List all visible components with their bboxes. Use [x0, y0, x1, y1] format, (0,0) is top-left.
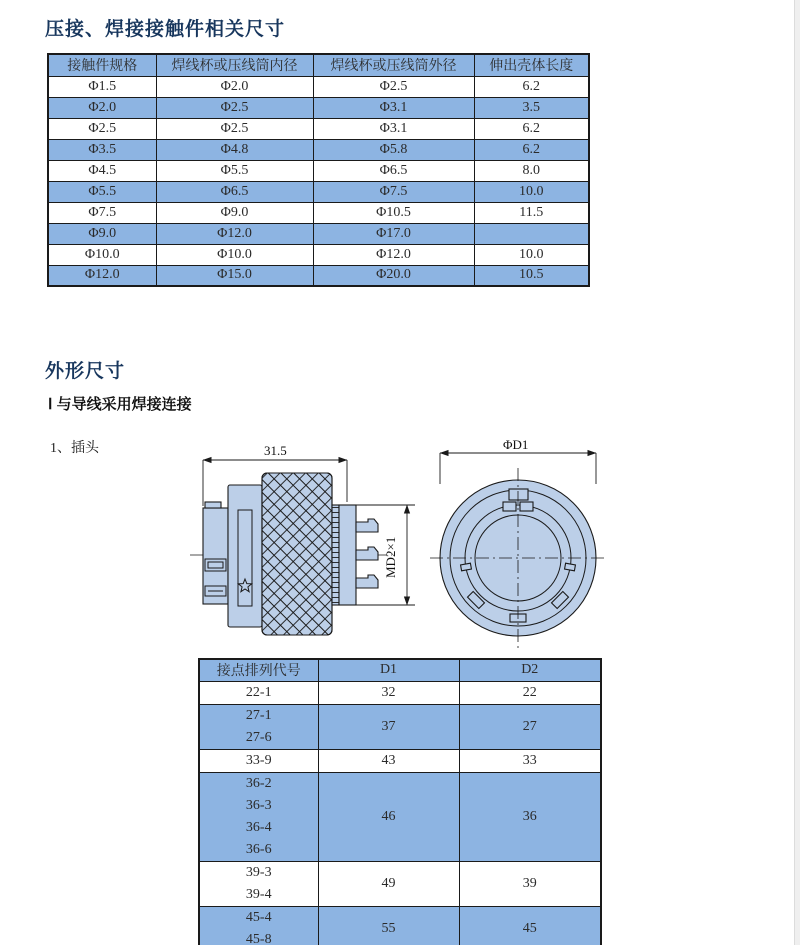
- plug-side-view: [190, 443, 415, 635]
- table-cell: Φ5.5: [48, 181, 156, 202]
- table-cell: 10.0: [474, 181, 589, 202]
- dimension-length-label: 31.5: [264, 443, 287, 458]
- dimension-thread-label: MD2×1: [383, 536, 398, 578]
- d1-cell: 32: [318, 681, 459, 704]
- keyway-top: [509, 489, 528, 500]
- table-cell: 10.0: [474, 244, 589, 265]
- plug-front-view: [430, 440, 606, 648]
- table-cell: Φ4.5: [48, 160, 156, 181]
- arrangement-code-line: 33-9: [245, 752, 272, 768]
- table-cell: Φ2.5: [156, 118, 313, 139]
- table-cell: 6.2: [474, 76, 589, 97]
- front-shell: [339, 505, 356, 605]
- table-row: [48, 223, 589, 244]
- keyway-top-left: [503, 502, 516, 511]
- table-cell: Φ12.0: [156, 223, 313, 244]
- table-cell: Φ10.5: [313, 202, 474, 223]
- table-cell: Φ6.5: [156, 181, 313, 202]
- table-cell: Φ2.5: [156, 97, 313, 118]
- dimension-diameter-label: ΦD1: [503, 440, 529, 452]
- table-row: [199, 681, 601, 704]
- tick-right: [565, 563, 576, 571]
- arrangement-code-line: 39-4: [245, 886, 272, 902]
- table-row: [199, 772, 601, 861]
- section-title-contact-dimensions: 压接、焊接接触件相关尺寸: [45, 19, 286, 40]
- thread-band-pattern: [332, 505, 339, 605]
- table-cell: Φ7.5: [48, 202, 156, 223]
- table-cell: Φ1.5: [48, 76, 156, 97]
- plug-technical-drawing: [185, 440, 655, 655]
- contact-dimensions-table-body: [48, 54, 589, 286]
- contact-pin-top: [356, 519, 378, 532]
- knurled-ring-pattern: [262, 473, 332, 635]
- contact-pin-bottom: [356, 575, 378, 588]
- table-cell: Φ7.5: [313, 181, 474, 202]
- d1-cell: 43: [318, 749, 459, 772]
- column-header: 接点排列代号: [199, 659, 318, 681]
- d2-cell: 45: [459, 906, 601, 945]
- table-cell: [474, 223, 589, 244]
- arrangement-code-line: 39-3: [245, 864, 272, 880]
- table-cell: Φ2.0: [156, 76, 313, 97]
- table-cell: 10.5: [474, 265, 589, 286]
- table-cell: Φ20.0: [313, 265, 474, 286]
- table-cell: 6.2: [474, 139, 589, 160]
- contact-pin-middle: [356, 547, 378, 560]
- subsection-title-solder-connection: Ⅰ 与导线采用焊接连接: [48, 396, 192, 413]
- table-row: [48, 139, 589, 160]
- arrangement-code-line: 36-4: [245, 819, 272, 835]
- d2-cell: 33: [459, 749, 601, 772]
- table-cell: Φ9.0: [156, 202, 313, 223]
- d2-cell: 36: [459, 772, 601, 861]
- rear-shell-lip: [205, 502, 221, 508]
- d1-cell: 55: [318, 906, 459, 945]
- table-cell: Φ12.0: [48, 265, 156, 286]
- table-cell: 6.2: [474, 118, 589, 139]
- arrangement-code-cell: [199, 749, 318, 772]
- d2-cell: 39: [459, 861, 601, 906]
- table-row: [48, 244, 589, 265]
- table-cell: Φ15.0: [156, 265, 313, 286]
- table-cell: Φ2.5: [313, 76, 474, 97]
- contact-dimensions-table: [47, 53, 590, 287]
- column-header: 焊线杯或压线筒外径: [313, 54, 474, 76]
- table-cell: Φ2.0: [48, 97, 156, 118]
- arrangement-code-cell: [199, 681, 318, 704]
- table-header-row: [48, 54, 589, 76]
- table-row: [48, 97, 589, 118]
- arrangement-table-body: [199, 659, 601, 945]
- table-row: [199, 704, 601, 749]
- table-cell: Φ3.1: [313, 118, 474, 139]
- table-cell: 11.5: [474, 202, 589, 223]
- column-header: 焊线杯或压线筒内径: [156, 54, 313, 76]
- section-title-outline-dimensions: 外形尺寸: [45, 361, 126, 382]
- arrangement-table: [198, 658, 602, 945]
- right-margin-strip: [794, 0, 800, 945]
- table-row: [199, 749, 601, 772]
- table-cell: Φ3.1: [313, 97, 474, 118]
- column-header: D2: [459, 659, 601, 681]
- arrangement-code-line: 36-3: [245, 797, 272, 813]
- column-header: 伸出壳体长度: [474, 54, 589, 76]
- d1-cell: 49: [318, 861, 459, 906]
- d2-cell: 22: [459, 681, 601, 704]
- table-cell: Φ5.5: [156, 160, 313, 181]
- d2-cell: 27: [459, 704, 601, 749]
- arrangement-code-line: 36-6: [245, 841, 272, 857]
- arrangement-code-cell: [199, 861, 318, 906]
- table-cell: Φ5.8: [313, 139, 474, 160]
- arrangement-code-line: 36-2: [245, 775, 272, 791]
- table-cell: Φ6.5: [313, 160, 474, 181]
- table-row: [48, 160, 589, 181]
- d1-cell: 37: [318, 704, 459, 749]
- table-cell: Φ9.0: [48, 223, 156, 244]
- table-cell: Φ2.5: [48, 118, 156, 139]
- table-row: [48, 76, 589, 97]
- table-header-row: [199, 659, 601, 681]
- table-row: [48, 265, 589, 286]
- arrangement-code-line: 45-4: [245, 909, 272, 925]
- arrangement-code-line: 22-1: [245, 684, 272, 700]
- table-cell: Φ10.0: [156, 244, 313, 265]
- table-cell: Φ4.8: [156, 139, 313, 160]
- item-label-plug: 1、插头: [50, 441, 99, 456]
- table-cell: Φ10.0: [48, 244, 156, 265]
- table-row: [48, 202, 589, 223]
- table-cell: Φ17.0: [313, 223, 474, 244]
- tick-left: [461, 563, 472, 571]
- column-header: 接触件规格: [48, 54, 156, 76]
- table-cell: Φ3.5: [48, 139, 156, 160]
- d1-cell: 46: [318, 772, 459, 861]
- arrangement-code-cell: [199, 772, 318, 861]
- arrangement-code-line: 45-8: [245, 931, 272, 945]
- table-cell: 3.5: [474, 97, 589, 118]
- arrangement-code-line: 27-1: [245, 707, 272, 723]
- column-header: D1: [318, 659, 459, 681]
- table-cell: 8.0: [474, 160, 589, 181]
- arrangement-code-cell: [199, 704, 318, 749]
- rear-shell: [203, 508, 228, 604]
- table-row: [199, 861, 601, 906]
- table-row: [48, 118, 589, 139]
- table-row: [199, 906, 601, 945]
- keyway-top-right: [520, 502, 533, 511]
- table-cell: Φ12.0: [313, 244, 474, 265]
- table-row: [48, 181, 589, 202]
- arrangement-code-line: 27-6: [245, 729, 272, 745]
- arrangement-code-cell: [199, 906, 318, 945]
